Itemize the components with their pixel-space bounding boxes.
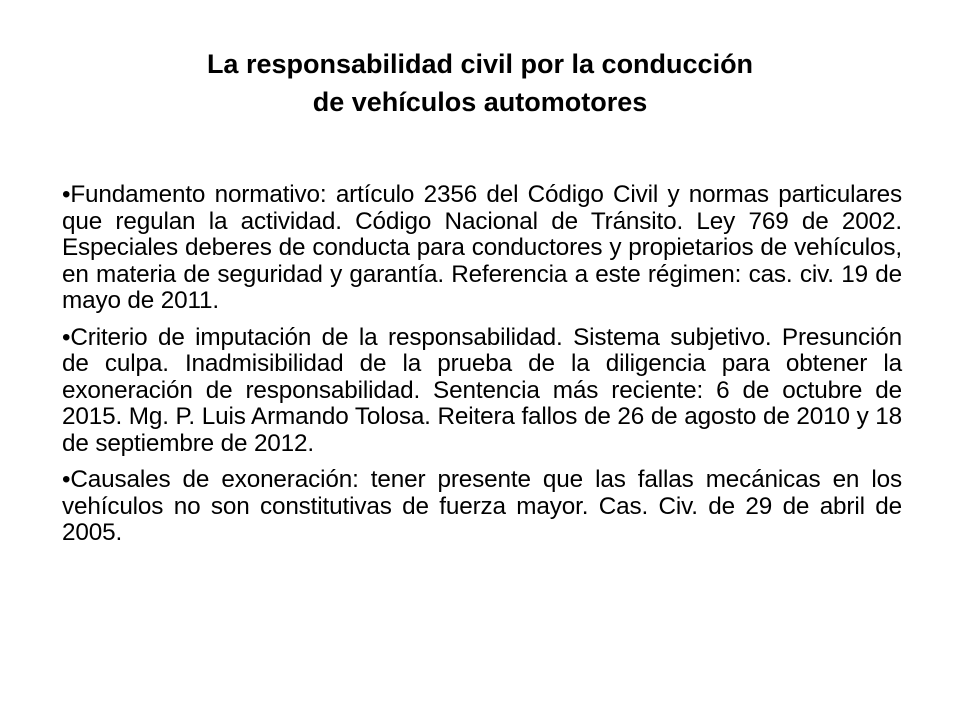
bullet-item-fundamento: • Fundamento normativo: artículo 2356 del Código Civil y normas particulares que regulan la actividad. Código Nacional de Tránsito. Ley 769 de 2002. Especiales deberes de conducta para conductores y propietarios de vehículos, en materia de seguridad y garantía. Referencia a este régimen: cas. civ. 19 de mayo de 2011. — [62, 182, 902, 315]
title-line-1: La responsabilidad civil por la conducción — [206, 49, 754, 79]
bullet-item-criterio: • Criterio de imputación de la responsabilidad. Sistema subjetivo. Presunción de culpa. Inadmisibilidad de la prueba de la diligencia para obtener la exoneración de responsabilidad. Sentencia más reciente: 6 de octubre de 2015. Mg. P. Luis Armando Tolosa. Reitera fallos de 26 de agosto de 2010 y 18 de septiembre de 2012. — [62, 325, 902, 458]
bullet-item-causales: • Causales de exoneración: tener presente que las fallas mecánicas en los vehículos no son constitutivas de fuerza mayor. Cas. Civ. de 29 de abril de 2005. — [62, 467, 902, 547]
slide-title — [60, 45, 900, 121]
bullet-list — [62, 182, 902, 557]
title-line-2: de vehículos automotores — [312, 87, 648, 117]
